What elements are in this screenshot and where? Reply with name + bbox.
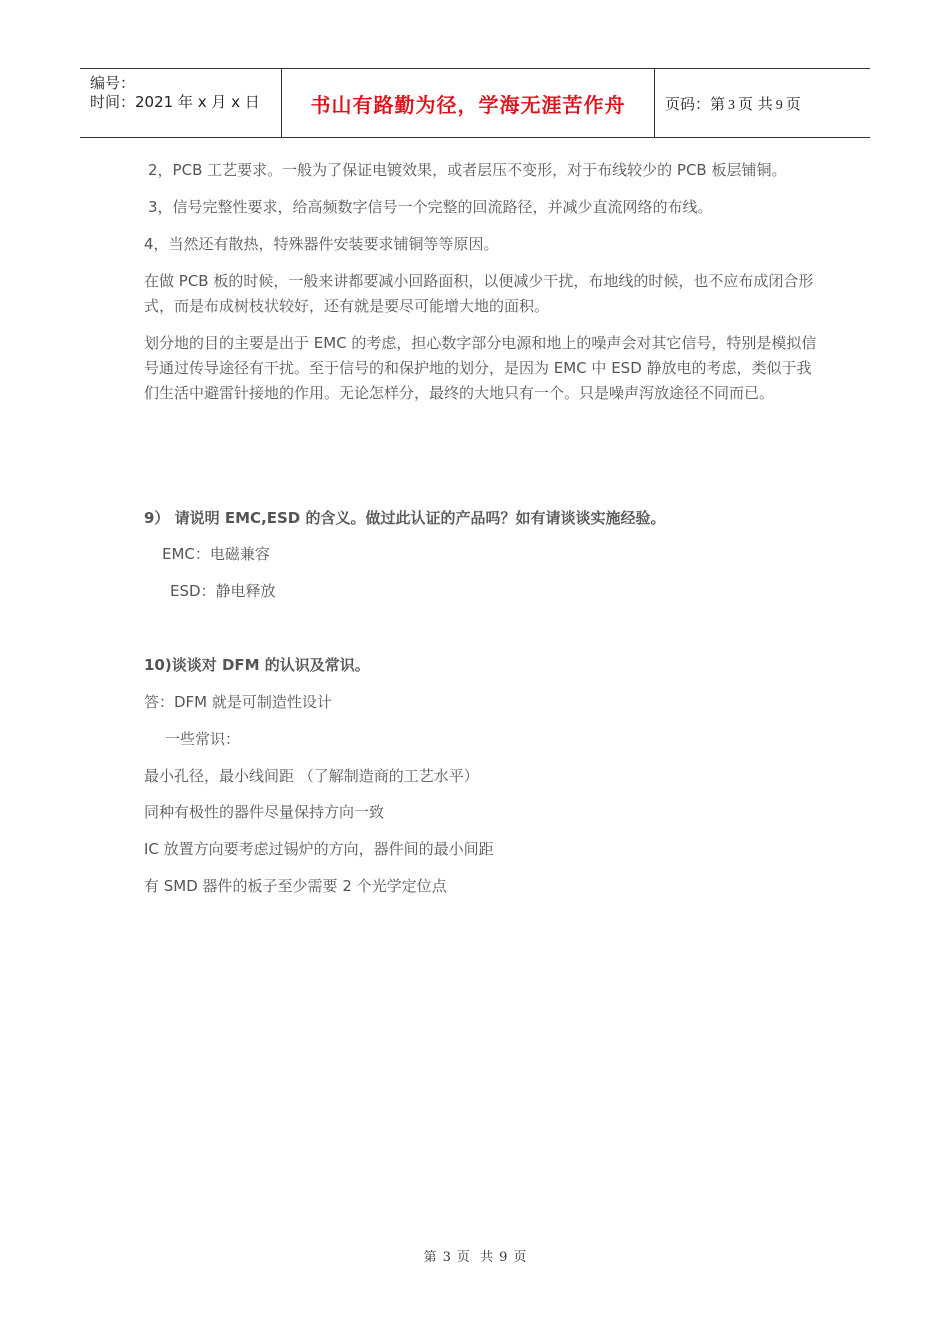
doc-time-label: 时间：2021 年 x 月 x 日 [90, 93, 260, 111]
page-header [80, 68, 870, 138]
common-knowledge-label: 一些常识： [165, 730, 241, 748]
paragraph-pcb-process: 2，PCB 工艺要求。一般为了保证电镀效果，或者层压不变形，对于布线较少的 PCB 板层铺铜。 [148, 161, 787, 179]
esd-definition: ESD：静电释放 [170, 582, 276, 600]
header-right-cell [655, 69, 870, 137]
paragraph-loop-area: 在做 PCB 板的时候，一般来讲都要减小回路面积，以便减少干扰，布地线的时候，也不应布成闭合形式，而是布成树枝状较好，还有就是要尽可能增大地的面积。 [144, 272, 814, 315]
paragraph-signal-integrity: 3，信号完整性要求，给高频数字信号一个完整的回流路径，并减少直流网络的布线。 [148, 198, 713, 216]
motto-text: 书山有路勤为径，学海无涯苦作舟 [310, 92, 626, 117]
header-page-code: 页码：第 3 页 共 9 页 [665, 94, 801, 113]
answer-10: 答：DFM 就是可制造性设计 [144, 693, 332, 711]
doc-number-label: 编号： [90, 74, 136, 92]
knowledge-item: 同种有极性的器件尽量保持方向一致 [144, 803, 385, 821]
knowledge-item: IC 放置方向要考虑过锡炉的方向，器件间的最小间距 [144, 840, 494, 858]
question-9-heading: 9） 请说明 EMC,ESD 的含义。做过此认证的产品吗？如有请谈谈实施经验。 [144, 509, 666, 527]
question-10-heading: 10)谈谈对 DFM 的认识及常识。 [144, 656, 370, 674]
page-footer: 第 3 页 共 9 页 [423, 1250, 527, 1265]
paragraph-ground-division: 划分地的目的主要是出于 EMC 的考虑，担心数字部分电源和地上的噪声会对其它信号，特别是模拟信号通过传导途径有干扰。至于信号的和保护地的划分，是因为 EMC 中 ESD 静放电的考虑，类似于我们生活中避雷针接地的作用。无论怎样分，最终的大地只有一个。只是噪声泻放途径不同而已。 [144, 334, 817, 402]
knowledge-item: 有 SMD 器件的板子至少需要 2 个光学定位点 [144, 877, 447, 895]
emc-definition: EMC：电磁兼容 [162, 545, 270, 563]
header-left-cell [80, 69, 282, 137]
paragraph-heat: 4，当然还有散热，特殊器件安装要求铺铜等等原因。 [144, 235, 499, 253]
knowledge-item: 最小孔径，最小线间距 （了解制造商的工艺水平） [144, 767, 479, 785]
header-mid-cell [282, 69, 655, 137]
content-block [144, 158, 824, 406]
